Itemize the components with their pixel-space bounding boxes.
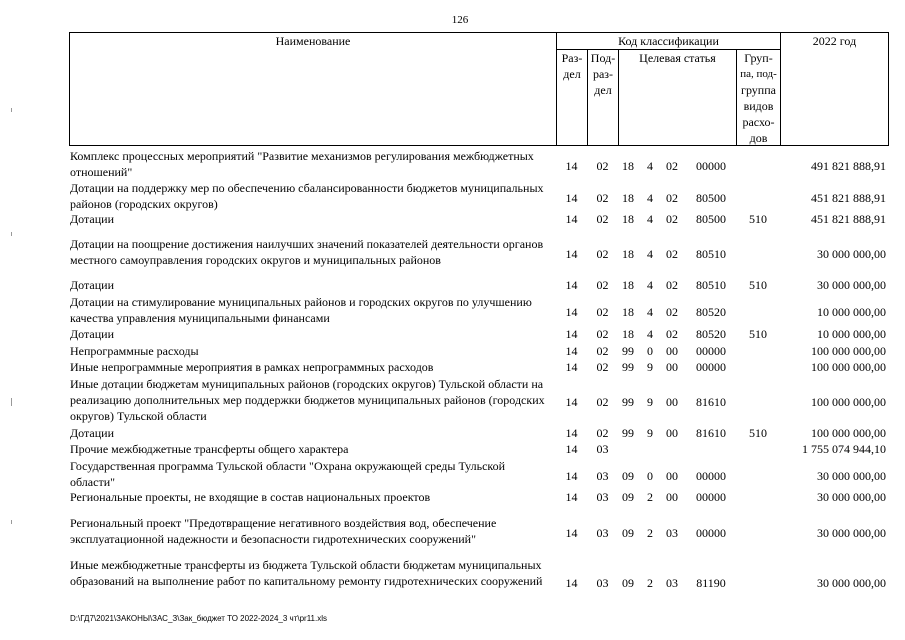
- row-code-c: 02: [666, 159, 678, 173]
- header-target: Целевая статья: [618, 50, 736, 145]
- table-row: [70, 376, 888, 424]
- row-name: Региональный проект "Предотвращение негативного воздействия вод, обеспечение эксплуатационной надежности и безопасности гидротехнических сооружений": [70, 516, 497, 546]
- row-code-a: 18: [622, 247, 634, 261]
- row-code-a: 99: [622, 344, 634, 358]
- row-code-c: 02: [666, 247, 678, 261]
- row-name: Региональные проекты, не входящие в состав национальных проектов: [70, 490, 431, 504]
- row-amount: 30 000 000,00: [817, 490, 886, 504]
- table-row: [70, 180, 888, 212]
- row-code-b: 4: [647, 247, 653, 261]
- row-amount: 30 000 000,00: [817, 469, 886, 483]
- row-code-d: 80500: [696, 212, 726, 226]
- row-code-d: 00000: [696, 159, 726, 173]
- row-code-c: 02: [666, 278, 678, 292]
- row-code-b: 4: [647, 212, 653, 226]
- row-code-d: 80510: [696, 278, 726, 292]
- row-amount: 100 000 000,00: [811, 360, 886, 374]
- row-code-d: 00000: [696, 490, 726, 504]
- row-code-a: 18: [622, 212, 634, 226]
- row-code-a: 09: [622, 576, 634, 590]
- table-row: [70, 441, 888, 457]
- row-code-a: 99: [622, 395, 634, 409]
- row-name: Дотации: [70, 212, 115, 226]
- row-name: Комплекс процессных мероприятий "Развитие механизмов регулирования межбюджетных отношений": [70, 149, 534, 179]
- row-amount: 30 000 000,00: [817, 278, 886, 292]
- row-code-d: 80520: [696, 305, 726, 319]
- row-code-p: 02: [596, 305, 609, 319]
- row-name: Прочие межбюджетные трансферты общего характера: [70, 442, 349, 456]
- row-name: Государственная программа Тульской области "Охрана окружающей среды Тульской области": [70, 459, 506, 489]
- row-code-p: 02: [596, 247, 609, 261]
- row-code-b: 9: [647, 395, 653, 409]
- header-name: Наименование: [275, 34, 351, 48]
- row-code-b: 4: [647, 278, 653, 292]
- table-row: [70, 515, 888, 547]
- row-code-g: 510: [749, 212, 767, 226]
- row-amount: 100 000 000,00: [811, 426, 886, 440]
- row-code-s: 14: [565, 576, 578, 590]
- header-group: Груп- па, под- группа видов расхо- дов: [736, 50, 780, 145]
- row-code-c: 00: [666, 360, 678, 374]
- row-code-b: 4: [647, 159, 653, 173]
- page-number: 126: [451, 14, 469, 26]
- row-code-s: 14: [565, 159, 578, 173]
- row-code-p: 02: [596, 212, 609, 226]
- row-code-s: 14: [565, 490, 578, 504]
- row-code-p: 02: [596, 426, 609, 440]
- table-row: [70, 148, 888, 180]
- row-code-d: 80510: [696, 247, 726, 261]
- table-row: [70, 458, 888, 490]
- row-code-s: 14: [565, 278, 578, 292]
- row-code-c: 03: [666, 526, 678, 540]
- row-code-a: 18: [622, 278, 634, 292]
- row-code-d: 81610: [696, 395, 726, 409]
- table-row: [70, 211, 888, 227]
- row-code-p: 02: [596, 344, 609, 358]
- row-code-d: 81610: [696, 426, 726, 440]
- table-row: [70, 557, 888, 605]
- row-code-p: 03: [596, 526, 609, 540]
- row-code-a: 18: [622, 191, 634, 205]
- row-name: Дотации на поддержку мер по обеспечению сбалансированности бюджетов муниципальных районов (городских округов): [70, 181, 544, 211]
- row-code-b: 0: [647, 469, 653, 483]
- row-code-s: 14: [565, 526, 578, 540]
- row-code-g: 510: [749, 278, 767, 292]
- row-code-c: 00: [666, 490, 678, 504]
- row-amount: 451 821 888,91: [811, 191, 886, 205]
- row-code-a: 99: [622, 426, 634, 440]
- row-code-d: 00000: [696, 469, 726, 483]
- header-section: Раз- дел: [556, 50, 587, 145]
- header-code: Код классификации: [556, 33, 780, 49]
- header-year: 2022 год: [780, 33, 888, 145]
- row-code-c: 02: [666, 191, 678, 205]
- row-code-c: 02: [666, 305, 678, 319]
- row-code-s: 14: [565, 469, 578, 483]
- header-subsection: Под- раз- дел: [587, 50, 618, 145]
- row-code-d: 00000: [696, 344, 726, 358]
- row-code-d: 80520: [696, 327, 726, 341]
- row-code-a: 18: [622, 305, 634, 319]
- row-amount: 30 000 000,00: [817, 526, 886, 540]
- row-code-c: 00: [666, 395, 678, 409]
- row-amount: 10 000 000,00: [817, 305, 886, 319]
- table-row: [70, 326, 888, 342]
- table-row: [70, 359, 888, 375]
- file-path-footer: D:\ГД7\2021\ЗАКОНЫ\ЗАС_З\Зак_бюджет ТО 2022-2024_3 чт\pr11.xls: [70, 614, 327, 623]
- row-code-p: 03: [596, 469, 609, 483]
- row-code-d: 00000: [696, 526, 726, 540]
- row-code-p: 02: [596, 327, 609, 341]
- row-code-a: 09: [622, 490, 634, 504]
- row-code-p: 02: [596, 191, 609, 205]
- row-code-b: 2: [647, 526, 653, 540]
- row-code-p: 02: [596, 278, 609, 292]
- row-name: Дотации на поощрение достижения наилучших значений показателей деятельности органов местного самоуправления городских округов и муниципальных районов: [70, 237, 544, 267]
- row-code-s: 14: [565, 327, 578, 341]
- row-amount: 451 821 888,91: [811, 212, 886, 226]
- table-row: [70, 425, 888, 441]
- row-code-c: 00: [666, 426, 678, 440]
- row-code-b: 4: [647, 327, 653, 341]
- table-row: [70, 277, 888, 293]
- table-row: [70, 343, 888, 359]
- margin-mark: [11, 232, 12, 236]
- row-amount: 100 000 000,00: [811, 395, 886, 409]
- row-name: Непрограммные расходы: [70, 344, 199, 358]
- row-amount: 100 000 000,00: [811, 344, 886, 358]
- table-row: [70, 489, 888, 505]
- row-code-g: 510: [749, 426, 767, 440]
- row-code-b: 2: [647, 576, 653, 590]
- row-code-p: 03: [596, 490, 609, 504]
- row-code-c: 00: [666, 344, 678, 358]
- row-name: Дотации: [70, 327, 115, 341]
- row-amount: 30 000 000,00: [817, 247, 886, 261]
- table-header: [69, 32, 889, 146]
- row-code-p: 02: [596, 159, 609, 173]
- row-code-s: 14: [565, 395, 578, 409]
- row-code-b: 0: [647, 344, 653, 358]
- margin-mark: [11, 108, 12, 112]
- row-name: Иные непрограммные мероприятия в рамках непрограммных расходов: [70, 360, 434, 374]
- row-code-p: 02: [596, 395, 609, 409]
- row-code-a: 09: [622, 526, 634, 540]
- margin-mark: [11, 520, 12, 524]
- margin-mark: [11, 398, 12, 406]
- row-code-p: 03: [596, 576, 609, 590]
- row-code-b: 4: [647, 191, 653, 205]
- row-amount: 491 821 888,91: [811, 159, 886, 173]
- row-name: Дотации: [70, 278, 115, 292]
- row-code-a: 09: [622, 469, 634, 483]
- row-code-s: 14: [565, 426, 578, 440]
- row-code-s: 14: [565, 360, 578, 374]
- row-code-b: 4: [647, 305, 653, 319]
- row-code-p: 03: [596, 442, 609, 456]
- row-name: Иные межбюджетные трансферты из бюджета Тульской области бюджетам муниципальных образований на выполнение работ по капитальному ремонту гидротехнических сооружений: [70, 558, 543, 588]
- row-code-s: 14: [565, 191, 578, 205]
- row-code-d: 00000: [696, 360, 726, 374]
- row-code-p: 02: [596, 360, 609, 374]
- row-code-b: 9: [647, 426, 653, 440]
- row-code-c: 02: [666, 327, 678, 341]
- row-name: Дотации: [70, 426, 115, 440]
- row-code-a: 18: [622, 159, 634, 173]
- row-code-s: 14: [565, 305, 578, 319]
- row-code-s: 14: [565, 442, 578, 456]
- row-name: Иные дотации бюджетам муниципальных районов (городских округов) Тульской области на реализацию дополнительных мер поддержки бюджетов муниципальных районов (городских округов) Тульской области: [70, 377, 545, 423]
- row-code-c: 03: [666, 576, 678, 590]
- row-code-s: 14: [565, 247, 578, 261]
- row-code-a: 99: [622, 360, 634, 374]
- row-code-d: 81190: [696, 576, 726, 590]
- row-code-b: 9: [647, 360, 653, 374]
- row-code-s: 14: [565, 344, 578, 358]
- table-row: [70, 294, 888, 326]
- row-code-a: 18: [622, 327, 634, 341]
- row-name: Дотации на стимулирование муниципальных районов и городских округов по улучшению качества управления муниципальными финансами: [70, 295, 532, 325]
- row-amount: 10 000 000,00: [817, 327, 886, 341]
- row-amount: 1 755 074 944,10: [802, 442, 886, 456]
- row-code-d: 80500: [696, 191, 726, 205]
- row-code-s: 14: [565, 212, 578, 226]
- row-code-g: 510: [749, 327, 767, 341]
- row-code-b: 2: [647, 490, 653, 504]
- table-row: [70, 236, 888, 268]
- row-code-c: 02: [666, 212, 678, 226]
- row-amount: 30 000 000,00: [817, 576, 886, 590]
- row-code-c: 00: [666, 469, 678, 483]
